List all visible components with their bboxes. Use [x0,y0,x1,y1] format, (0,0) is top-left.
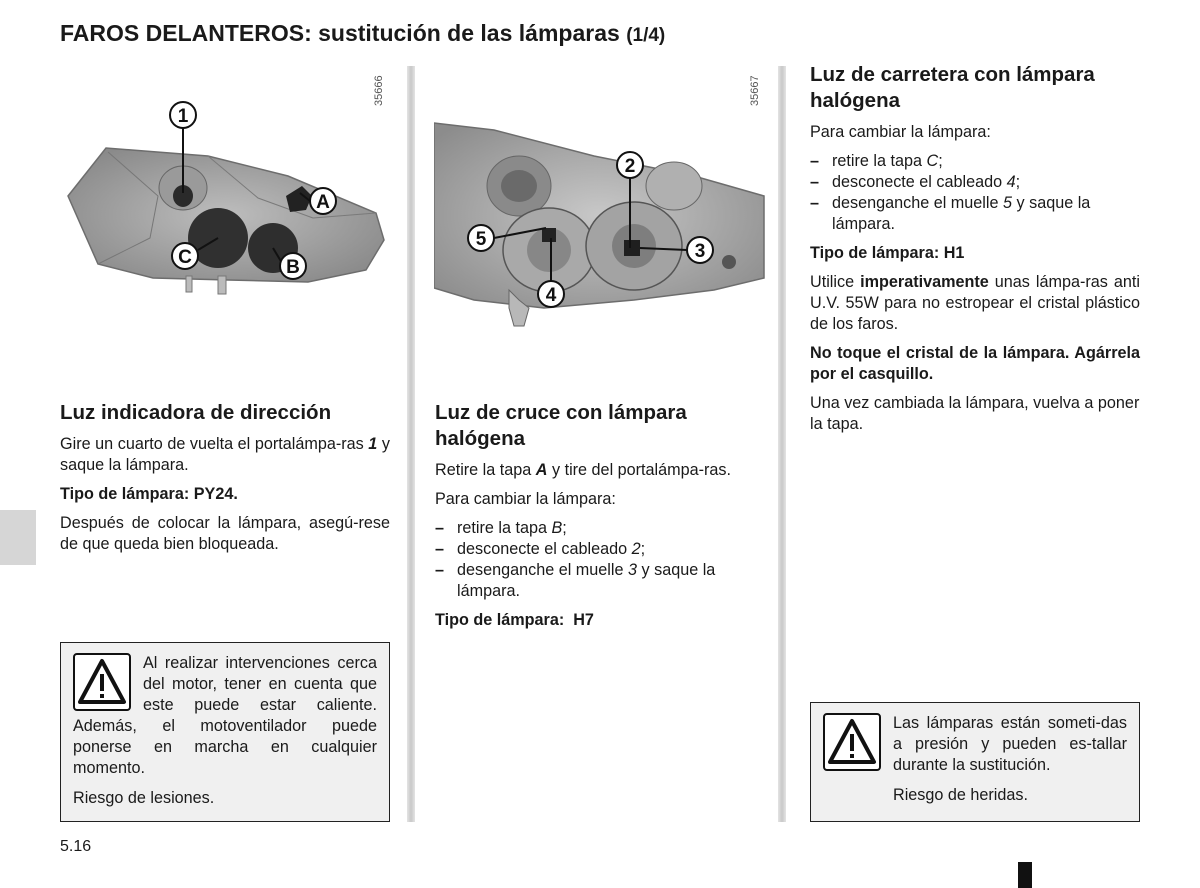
warning-icon [823,713,881,771]
callout-A [310,188,336,214]
page-number: 5.16 [60,838,92,855]
svg-text:3: 3 [694,241,706,262]
svg-text:B: B [286,257,300,278]
section-tab [0,510,36,565]
callout-2 [617,152,643,178]
section-heading: Luz indicadora de dirección [60,401,332,424]
warning-icon [73,653,131,711]
col1-section [60,400,390,555]
section-heading: Luz de cruce con lámpara halógena [435,401,687,450]
callout-B [280,253,306,279]
text-run: y tire del portalámpa-ras. [547,461,732,479]
callout-1 [170,102,196,128]
list-item: – desconecte el cableado 4; [810,172,1140,193]
svg-text:4: 4 [545,285,557,306]
callout-5 [468,225,494,251]
paragraph [60,434,390,476]
emphasis: imperativamente [860,273,989,291]
column-divider [407,66,415,822]
reference-number: 1 [368,435,378,453]
page-title [60,20,665,47]
title-text: FAROS DELANTEROS: sustitución de las lámparas [60,20,620,46]
callout-3 [687,237,713,263]
reference-letter: A [535,461,548,479]
svg-text:5: 5 [475,229,487,250]
svg-text:1: 1 [177,106,189,127]
svg-text:2: 2 [624,156,636,177]
warning-box [810,702,1140,822]
list-item: – desconecte el cableado 2; [435,539,765,560]
paragraph: Para cambiar la lámpara: [435,490,616,508]
text-run: Retire la tapa [435,461,536,479]
warning-text: Las lámparas están someti-das a presión y pueden es-tallar durante la sustitución. [893,714,1127,774]
callout-C [172,243,198,269]
text-run: unas lámpa-ras anti U.V. 55W para no estropear el cristal plástico de los faros. [810,273,1140,333]
headlight-rear-figure [58,68,398,313]
section-heading: Luz de carretera con lámpara halógena [810,63,1095,112]
step-list [810,151,1140,235]
title-part: (1/4) [626,25,666,46]
headlight-illustration [58,68,398,313]
col2-section [435,400,765,631]
text-run: Utilice [810,273,861,291]
paragraph: Para cambiar la lámpara: [810,123,991,141]
step-list [435,518,765,602]
lamp-type: Tipo de lámpara: H1 [810,244,965,262]
lamp-type: Tipo de lámpara: PY24. [60,485,238,503]
figure-id: 35667 [749,75,761,106]
svg-text:C: C [178,247,192,268]
figure-id: 35666 [373,75,385,106]
column-divider [778,66,786,822]
paragraph: Una vez cambiada la lámpara, vuelva a poner la tapa. [810,394,1140,433]
warning-box [60,642,390,822]
text-run: y saque la lámpara. [60,435,390,474]
important-note: No toque el cristal de la lámpara. Agárrela por el casquillo. [810,344,1140,383]
paragraph [810,272,1140,335]
svg-text:A: A [316,192,330,213]
warning-text: Al realizar intervenciones cerca del motor, tener en cuenta que este puede estar caliente. Además, el motoventilador puede ponerse en marcha en cualquier momento. [73,654,377,777]
corner-mark [1018,862,1032,888]
list-item: – desenganche el muelle 5 y saque la lámpara. [810,193,1140,235]
list-item: – retire la tapa C; [810,151,1140,172]
headlight-illustration [434,68,774,333]
paragraph [435,460,765,481]
col3-section [810,62,1140,435]
list-item: – desenganche el muelle 3 y saque la lámpara. [435,560,765,602]
text-run: Gire un cuarto de vuelta el portalámpa-ras [60,435,369,453]
warning-risk: Riesgo de heridas. [893,786,1028,804]
list-item: – retire la tapa B; [435,518,765,539]
headlight-rear-figure [434,68,774,333]
lamp-type: Tipo de lámpara: H7 [435,611,594,629]
callout-4 [538,281,564,307]
paragraph: Después de colocar la lámpara, asegú-rese de que queda bien bloqueada. [60,514,390,553]
warning-risk: Riesgo de lesiones. [73,789,215,807]
